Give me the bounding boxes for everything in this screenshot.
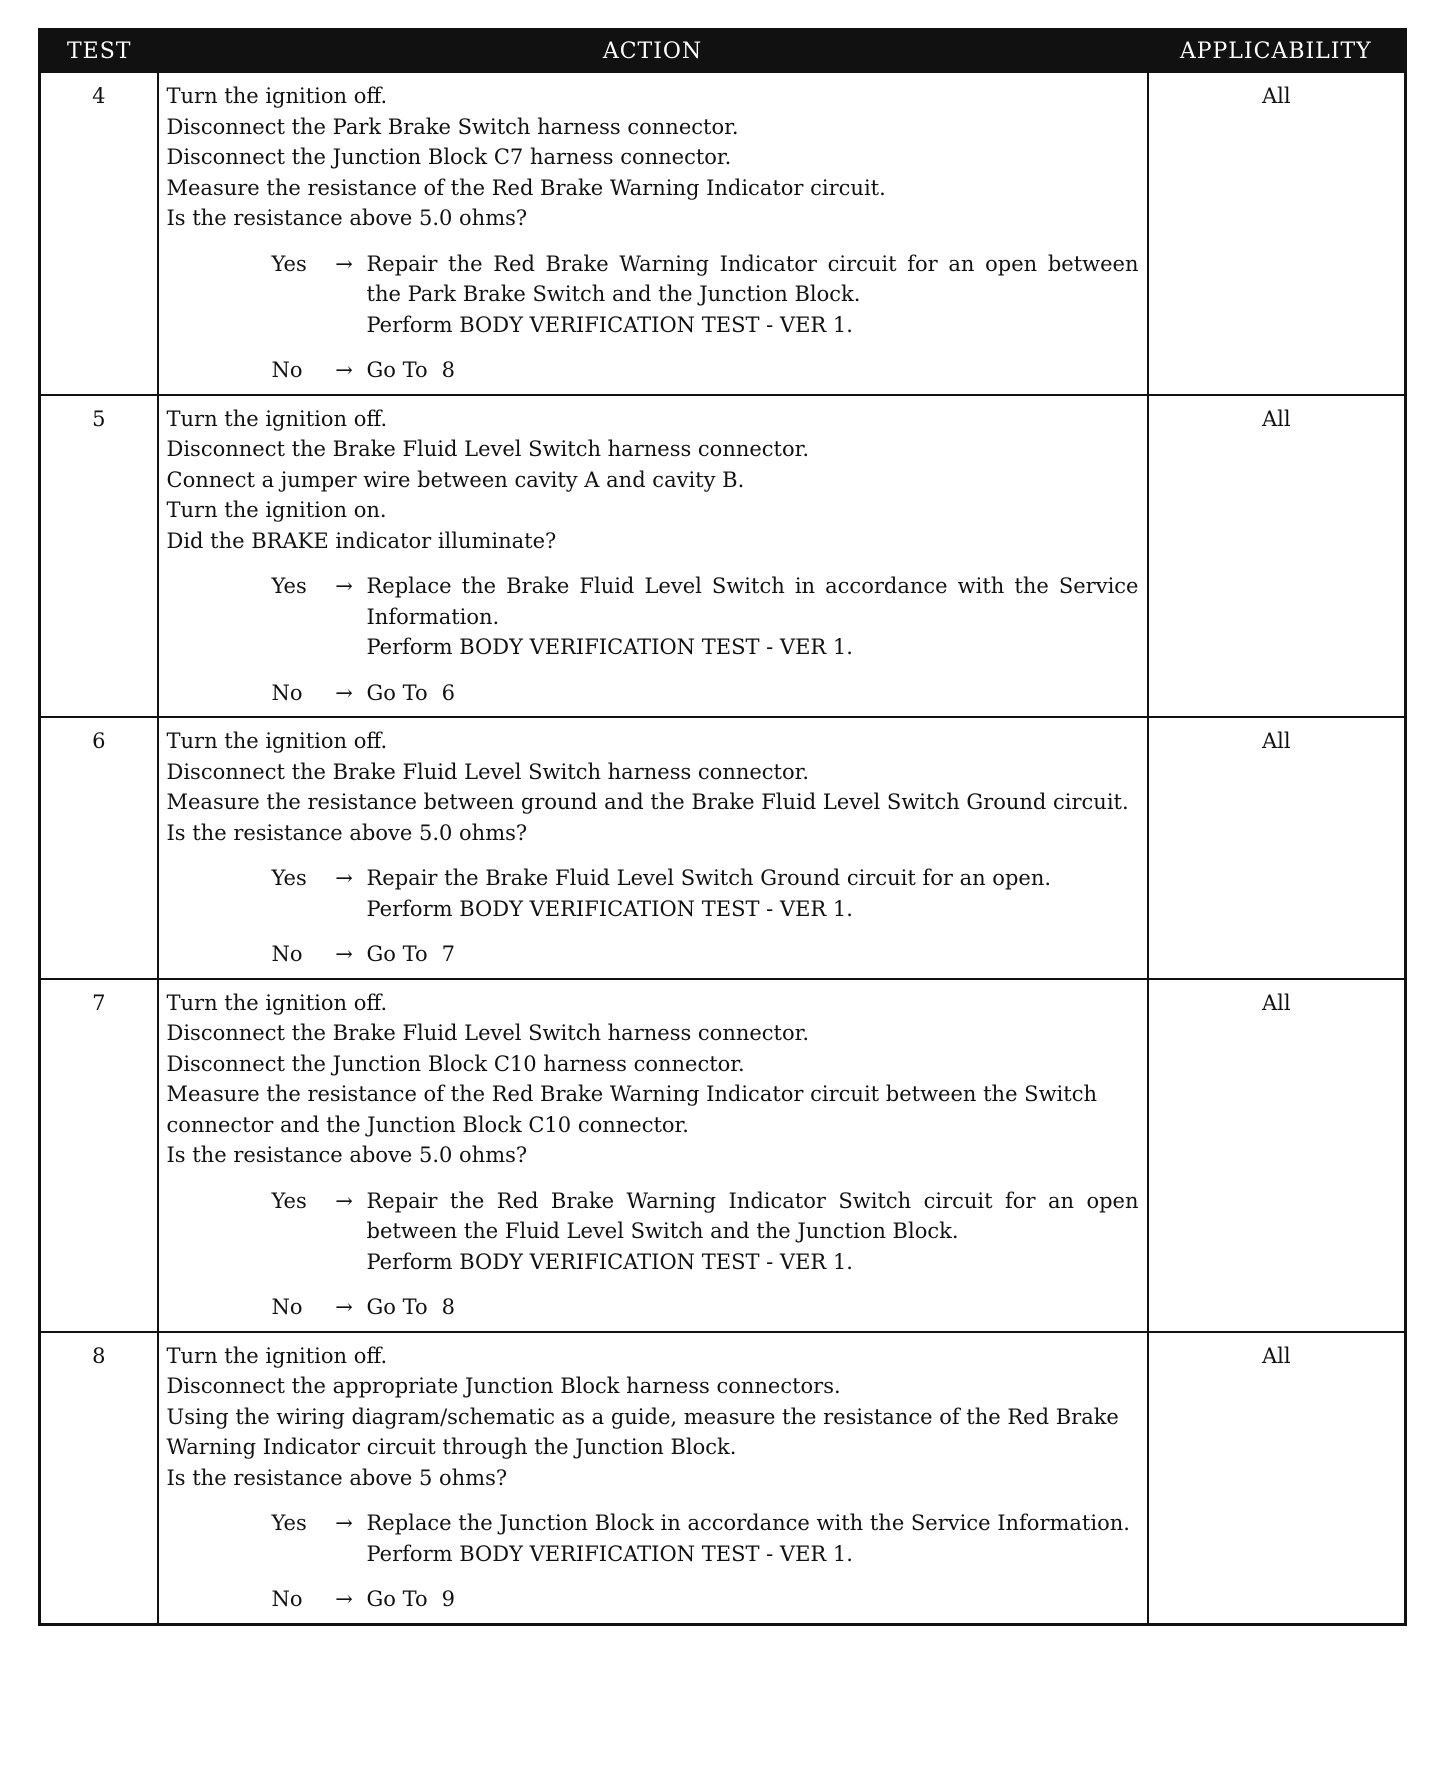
yes-label: Yes bbox=[271, 1511, 307, 1535]
yes-line: Perform BODY VERIFICATION TEST - VER 1. bbox=[366, 312, 853, 337]
arrow-icon: → bbox=[335, 358, 353, 382]
yes-text bbox=[367, 249, 1139, 341]
no-label: No bbox=[271, 1295, 303, 1319]
action-step: Is the resistance above 5.0 ohms? bbox=[166, 820, 528, 845]
yes-outcome bbox=[167, 571, 1139, 663]
yes-text bbox=[367, 863, 1139, 924]
action-cell bbox=[158, 979, 1148, 1332]
diagnostic-test-table bbox=[38, 28, 1407, 1626]
goto-target: 6 bbox=[441, 680, 455, 705]
diagnostic-document bbox=[38, 28, 1404, 1626]
action-step: Disconnect the Park Brake Switch harness connector. bbox=[166, 114, 739, 139]
yes-line: Perform BODY VERIFICATION TEST - VER 1. bbox=[366, 896, 853, 921]
applicability-cell: All bbox=[1148, 72, 1406, 395]
action-step: Turn the ignition on. bbox=[166, 498, 387, 522]
goto-label: Go To bbox=[366, 942, 428, 966]
outcomes bbox=[167, 1508, 1139, 1615]
goto-target: 8 bbox=[441, 358, 455, 382]
goto-target: 9 bbox=[441, 1587, 455, 1611]
action-step: Connect a jumper wire between cavity A and cavity B. bbox=[166, 467, 745, 492]
applicability-cell: All bbox=[1148, 979, 1406, 1332]
yes-text bbox=[367, 1508, 1139, 1569]
yes-label: Yes bbox=[271, 251, 307, 276]
action-steps bbox=[167, 81, 1139, 234]
action-step: Disconnect the Brake Fluid Level Switch harness connector. bbox=[166, 1021, 810, 1045]
yes-outcome bbox=[167, 249, 1139, 341]
arrow-icon: → bbox=[335, 1188, 353, 1213]
goto-target: 7 bbox=[441, 942, 455, 966]
header-applicability: APPLICABILITY bbox=[1148, 30, 1406, 73]
table-body bbox=[40, 72, 1406, 1624]
action-step: Turn the ignition off. bbox=[166, 84, 388, 108]
action-cell bbox=[158, 717, 1148, 979]
action-steps bbox=[167, 404, 1139, 557]
arrow-icon: → bbox=[335, 1295, 353, 1319]
yes-line: Perform BODY VERIFICATION TEST - VER 1. bbox=[366, 1249, 853, 1274]
goto-target: 8 bbox=[441, 1295, 455, 1319]
applicability-cell: All bbox=[1148, 395, 1406, 718]
yes-line: Replace the Junction Block in accordance with the Service Information. bbox=[366, 1511, 1130, 1535]
action-step: Turn the ignition off. bbox=[166, 406, 388, 431]
outcomes bbox=[167, 1186, 1139, 1323]
action-step: Disconnect the appropriate Junction Block harness connectors. bbox=[166, 1374, 841, 1398]
outcomes bbox=[167, 863, 1139, 970]
goto-label: Go To bbox=[366, 1587, 428, 1611]
no-label: No bbox=[271, 1587, 303, 1611]
action-step: Measure the resistance of the Red Brake Warning Indicator circuit. bbox=[166, 175, 886, 200]
table-row bbox=[40, 717, 1406, 979]
yes-label: Yes bbox=[271, 574, 307, 598]
action-step: Disconnect the Junction Block C10 harness connector. bbox=[166, 1051, 745, 1076]
yes-text bbox=[367, 571, 1139, 663]
action-step: Did the BRAKE indicator illuminate? bbox=[166, 528, 557, 553]
action-step: Disconnect the Brake Fluid Level Switch harness connector. bbox=[166, 759, 810, 784]
no-text bbox=[367, 678, 1139, 709]
no-outcome bbox=[167, 355, 1139, 386]
test-number: 4 bbox=[40, 72, 158, 395]
arrow-icon: → bbox=[335, 1511, 353, 1535]
no-label: No bbox=[271, 680, 303, 705]
applicability-cell: All bbox=[1148, 1332, 1406, 1625]
yes-text bbox=[367, 1186, 1139, 1278]
action-step: Measure the resistance between ground and the Brake Fluid Level Switch Ground circuit. bbox=[166, 790, 1129, 814]
no-label: No bbox=[271, 358, 303, 382]
no-outcome bbox=[167, 1584, 1139, 1615]
table-row bbox=[40, 979, 1406, 1332]
action-steps bbox=[167, 988, 1139, 1171]
yes-outcome bbox=[167, 1508, 1139, 1569]
no-label: No bbox=[271, 942, 303, 966]
yes-line: Perform BODY VERIFICATION TEST - VER 1. bbox=[366, 635, 853, 659]
yes-line: Replace the Brake Fluid Level Switch in accordance with the Service Information. bbox=[366, 574, 1139, 629]
arrow-icon: → bbox=[335, 1587, 353, 1611]
action-steps bbox=[167, 726, 1139, 848]
action-cell bbox=[158, 395, 1148, 718]
action-step: Turn the ignition off. bbox=[166, 729, 388, 753]
test-number: 6 bbox=[40, 717, 158, 979]
test-number: 8 bbox=[40, 1332, 158, 1625]
action-step: Using the wiring diagram/schematic as a guide, measure the resistance of the Red Brake Warning Indicator circuit through the Junction Block. bbox=[166, 1404, 1119, 1459]
yes-line: Repair the Red Brake Warning Indicator circuit for an open between the Park Brake Switch and the Junction Block. bbox=[366, 251, 1139, 306]
table-header bbox=[40, 30, 1406, 73]
yes-outcome bbox=[167, 1186, 1139, 1278]
yes-label: Yes bbox=[271, 1188, 307, 1213]
goto-label: Go To bbox=[366, 680, 428, 705]
outcomes bbox=[167, 249, 1139, 386]
action-step: Is the resistance above 5.0 ohms? bbox=[166, 206, 528, 230]
no-text bbox=[367, 939, 1139, 970]
action-cell bbox=[158, 1332, 1148, 1625]
action-steps bbox=[167, 1341, 1139, 1494]
no-text bbox=[367, 1292, 1139, 1323]
test-number: 5 bbox=[40, 395, 158, 718]
arrow-icon: → bbox=[335, 866, 353, 890]
action-step: Measure the resistance of the Red Brake Warning Indicator circuit between the Switch connector and the Junction Block C10 connector. bbox=[166, 1082, 1097, 1137]
action-step: Is the resistance above 5 ohms? bbox=[166, 1465, 508, 1490]
no-outcome bbox=[167, 678, 1139, 709]
outcomes bbox=[167, 571, 1139, 708]
arrow-icon: → bbox=[335, 942, 353, 966]
action-cell bbox=[158, 72, 1148, 395]
action-step: Is the resistance above 5.0 ohms? bbox=[166, 1143, 528, 1167]
table-row bbox=[40, 1332, 1406, 1625]
yes-outcome bbox=[167, 863, 1139, 924]
header-test: TEST bbox=[40, 30, 158, 73]
action-step: Disconnect the Junction Block C7 harness connector. bbox=[166, 145, 732, 169]
goto-label: Go To bbox=[366, 358, 428, 382]
no-text bbox=[367, 1584, 1139, 1615]
yes-line: Repair the Red Brake Warning Indicator Switch circuit for an open between the Fluid Level Switch and the Junction Block. bbox=[366, 1188, 1139, 1243]
table-row bbox=[40, 395, 1406, 718]
arrow-icon: → bbox=[335, 680, 353, 705]
table-row bbox=[40, 72, 1406, 395]
test-number: 7 bbox=[40, 979, 158, 1332]
action-step: Turn the ignition off. bbox=[166, 1343, 388, 1368]
yes-line: Repair the Brake Fluid Level Switch Ground circuit for an open. bbox=[366, 866, 1052, 890]
no-outcome bbox=[167, 939, 1139, 970]
arrow-icon: → bbox=[335, 574, 353, 598]
action-step: Disconnect the Brake Fluid Level Switch harness connector. bbox=[166, 437, 810, 461]
no-outcome bbox=[167, 1292, 1139, 1323]
header-action: ACTION bbox=[158, 30, 1148, 73]
goto-label: Go To bbox=[366, 1295, 428, 1319]
applicability-cell: All bbox=[1148, 717, 1406, 979]
arrow-icon: → bbox=[335, 251, 353, 276]
no-text bbox=[367, 355, 1139, 386]
yes-line: Perform BODY VERIFICATION TEST - VER 1. bbox=[366, 1541, 853, 1566]
yes-label: Yes bbox=[271, 866, 307, 890]
action-step: Turn the ignition off. bbox=[166, 990, 388, 1015]
